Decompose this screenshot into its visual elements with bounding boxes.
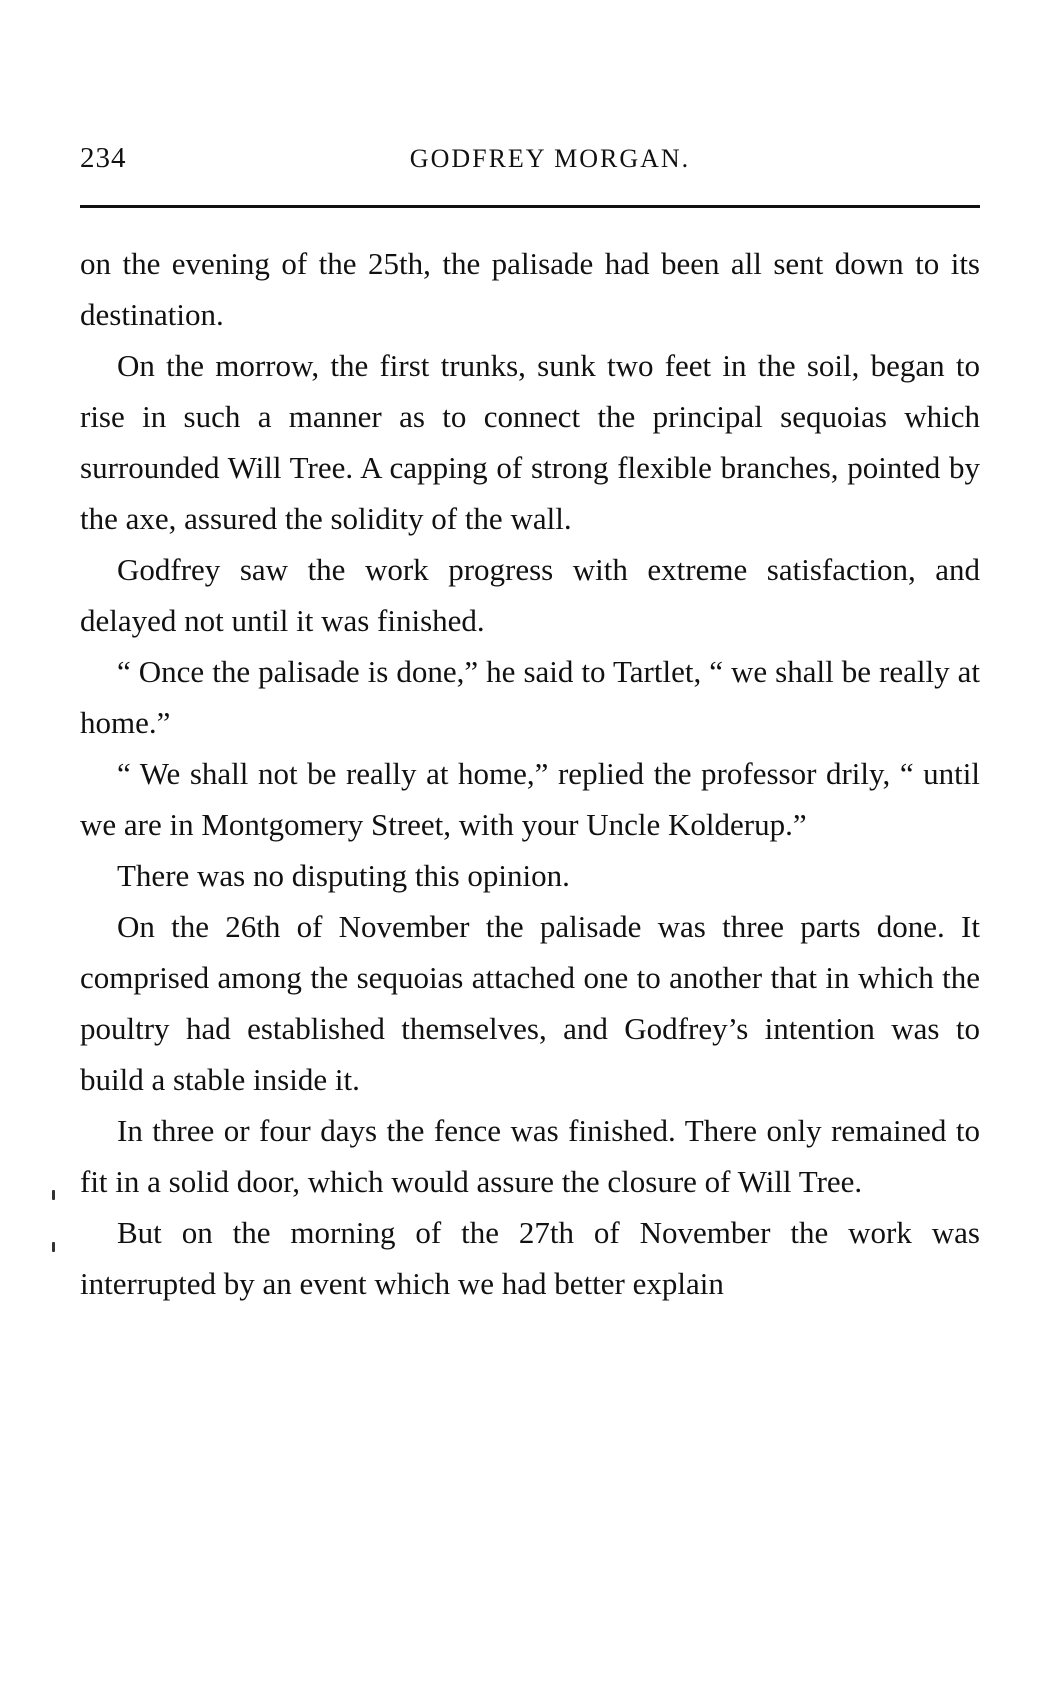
paragraph-2: On the morrow, the first trunks, sunk two feet in the soil, began to rise in such a manner as to connect the principal sequoias which surrounded Will Tree. A capping of strong flexible branches, pointed by the axe, assured the solidity of the wall. bbox=[80, 348, 980, 536]
paragraph-7: On the 26th of November the palisade was three parts done. It comprised among the sequoias attached one to another that in which the poultry had established themselves, and Godfrey’s intention was to build a stable inside it. bbox=[80, 909, 980, 1097]
paragraph-6: There was no disputing this opinion. bbox=[117, 858, 570, 893]
paragraph-1: on the evening of the 25th, the palisade had been all sent down to its destination. bbox=[80, 246, 980, 332]
margin-speck bbox=[52, 1242, 55, 1252]
page-number: 234 bbox=[80, 142, 127, 174]
paragraph-8: In three or four days the fence was finished. There only remained to fit in a solid door, which would assure the closure of Will Tree. bbox=[80, 1113, 980, 1199]
paragraph-4: “ Once the palisade is done,” he said to Tartlet, “ we shall be really at home.” bbox=[80, 654, 980, 740]
margin-speck bbox=[52, 1190, 55, 1200]
running-head bbox=[80, 142, 980, 182]
running-title: GODFREY MORGAN. bbox=[409, 144, 691, 173]
paragraph-5: “ We shall not be really at home,” replied the professor drily, “ until we are in Montgomery Street, with your Uncle Kolderup.” bbox=[80, 756, 980, 842]
paragraph-3: Godfrey saw the work progress with extreme satisfaction, and delayed not until it was finished. bbox=[80, 552, 980, 638]
paragraph-9: But on the morning of the 27th of November the work was interrupted by an event which we had better explain bbox=[80, 1215, 980, 1301]
header-rule bbox=[80, 205, 980, 208]
body-text bbox=[80, 238, 980, 1309]
